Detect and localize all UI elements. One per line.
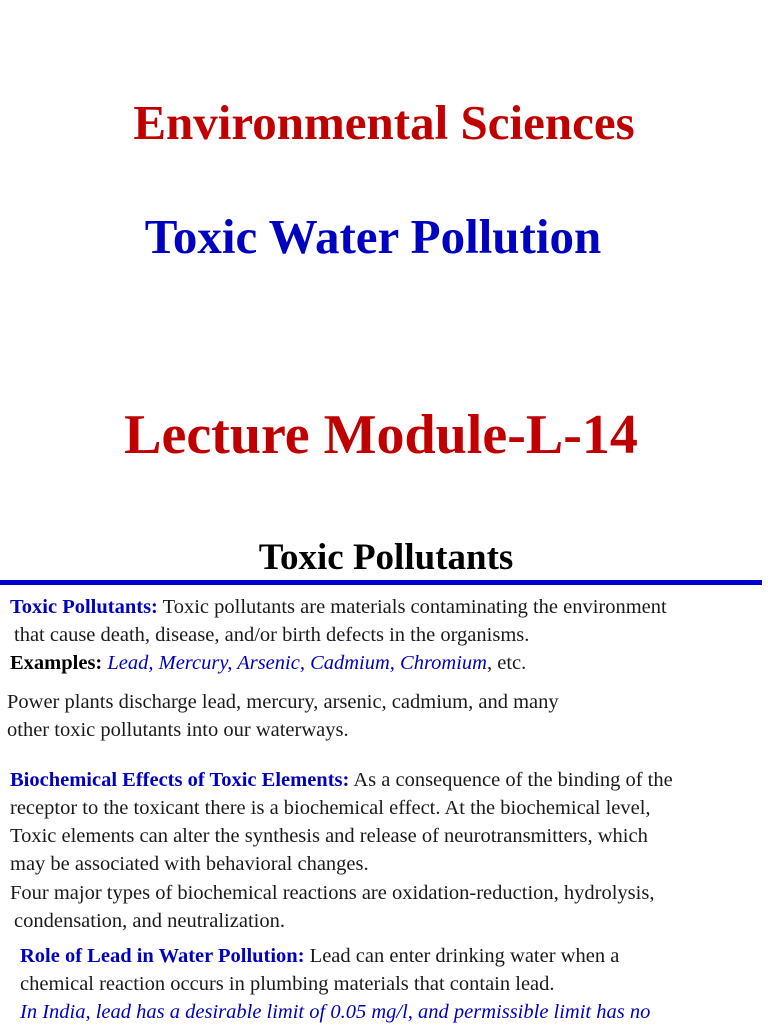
section-divider [0,580,762,585]
lead-role-line-1 [20,942,619,970]
biochemical-label: Biochemical Effects of Toxic Elements: [10,769,350,791]
examples-list: Lead, Mercury, Arsenic, Cadmium, Chromium [107,652,487,674]
module-title: Lecture Module-L-14 [124,404,638,466]
examples-label: Examples: [10,652,103,674]
lead-role-label: Role of Lead in Water Pollution: [20,945,305,967]
power-plants-line-2: other toxic pollutants into our waterways. [7,719,349,741]
biochemical-line-6: condensation, and neutralization. [14,910,285,932]
biochemical-line-5: Four major types of biochemical reactions are oxidation-reduction, hydrolysis, [10,882,655,904]
power-plants-line-1: Power plants discharge lead, mercury, arsenic, cadmium, and many [7,691,559,713]
examples-suffix: , etc. [487,652,527,674]
examples-line [10,649,526,677]
toxic-pollutants-label: Toxic Pollutants: [10,596,158,618]
biochemical-text: As a consequence of the binding of the [349,769,673,791]
course-title: Environmental Sciences [133,95,635,150]
lead-role-line-2: chemical reaction occurs in plumbing materials that contain lead. [20,973,555,995]
biochemical-line-3: Toxic elements can alter the synthesis and release of neurotransmitters, which [10,825,648,847]
india-lead-limit-note: In India, lead has a desirable limit of 0.05 mg/l, and permissible limit has no [20,1001,651,1023]
toxic-pollutants-line-1 [10,593,667,621]
biochemical-line-1 [10,766,673,794]
toxic-pollutants-text: Toxic pollutants are materials contaminating the environment [157,596,667,618]
lecture-topic-title: Toxic Water Pollution [144,209,602,264]
biochemical-line-4: may be associated with behavioral changes. [10,853,369,875]
section-heading: Toxic Pollutants [258,537,514,578]
biochemical-line-2: receptor to the toxicant there is a biochemical effect. At the biochemical level, [10,797,651,819]
toxic-pollutants-line-2: that cause death, disease, and/or birth defects in the organisms. [14,624,530,646]
lead-role-text: Lead can enter drinking water when a [304,945,620,967]
